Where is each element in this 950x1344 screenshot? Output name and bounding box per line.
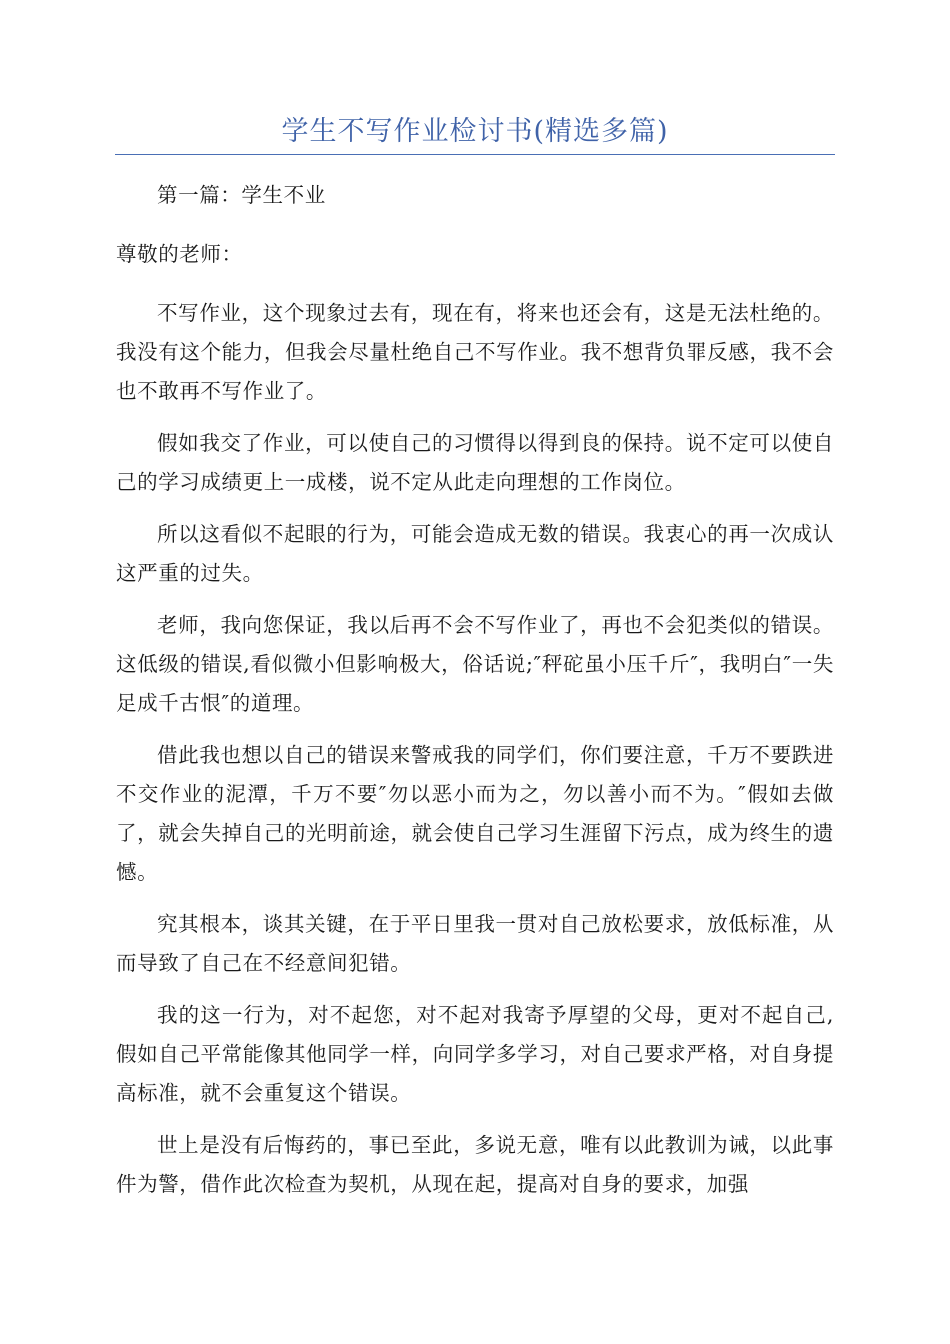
salutation: 尊敬的老师： [116,242,243,266]
title-underline [115,154,835,155]
paragraph: 我的这一行为，对不起您，对不起对我寄予厚望的父母，更对不起自己,假如自己平常能像其他同学一样，向同学多学习，对自己要求严格，对自身提高标准，就不会重复这个错误。 [116,1003,834,1105]
paragraph: 世上是没有后悔药的，事已至此，多说无意，唯有以此教训为诫，以此事件为警，借作此次检查为契机，从现在起，提高对自身的要求，加强 [116,1133,834,1196]
paragraph: 借此我也想以自己的错误来警戒我的同学们，你们要注意，千万不要跌进不交作业的泥潭，千万不要″勿以恶小而为之，勿以善小而不为。″假如去做了，就会失掉自己的光明前途，就会使自己学习生涯留下污点，成为终生的遗憾。 [116,743,834,884]
document-title: 学生不写作业检讨书(精选多篇) [281,116,669,147]
document-body [116,176,834,1217]
paragraph: 所以这看似不起眼的行为，可能会造成无数的错误。我衷心的再一次成认这严重的过失。 [116,522,834,585]
paragraph: 究其根本，谈其关键，在于平日里我一贯对自己放松要求，放低标准，从而导致了自己在不经意间犯错。 [116,912,834,975]
paragraph: 不写作业，这个现象过去有，现在有，将来也还会有，这是无法杜绝的。我没有这个能力，但我会尽量杜绝自己不写作业。我不想背负罪反感，我不会也不敢再不写作业了。 [116,301,834,403]
paragraph: 假如我交了作业，可以使自己的习惯得以得到良的保持。说不定可以使自己的学习成绩更上一成楼，说不定从此走向理想的工作岗位。 [116,431,834,494]
section-heading: 第一篇：学生不业 [157,183,326,207]
paragraph: 老师，我向您保证，我以后再不会不写作业了，再也不会犯类似的错误。这低级的错误,看似微小但影响极大，俗话说;″秤砣虽小压千斤″，我明白″一失足成千古恨″的道理。 [116,613,834,715]
